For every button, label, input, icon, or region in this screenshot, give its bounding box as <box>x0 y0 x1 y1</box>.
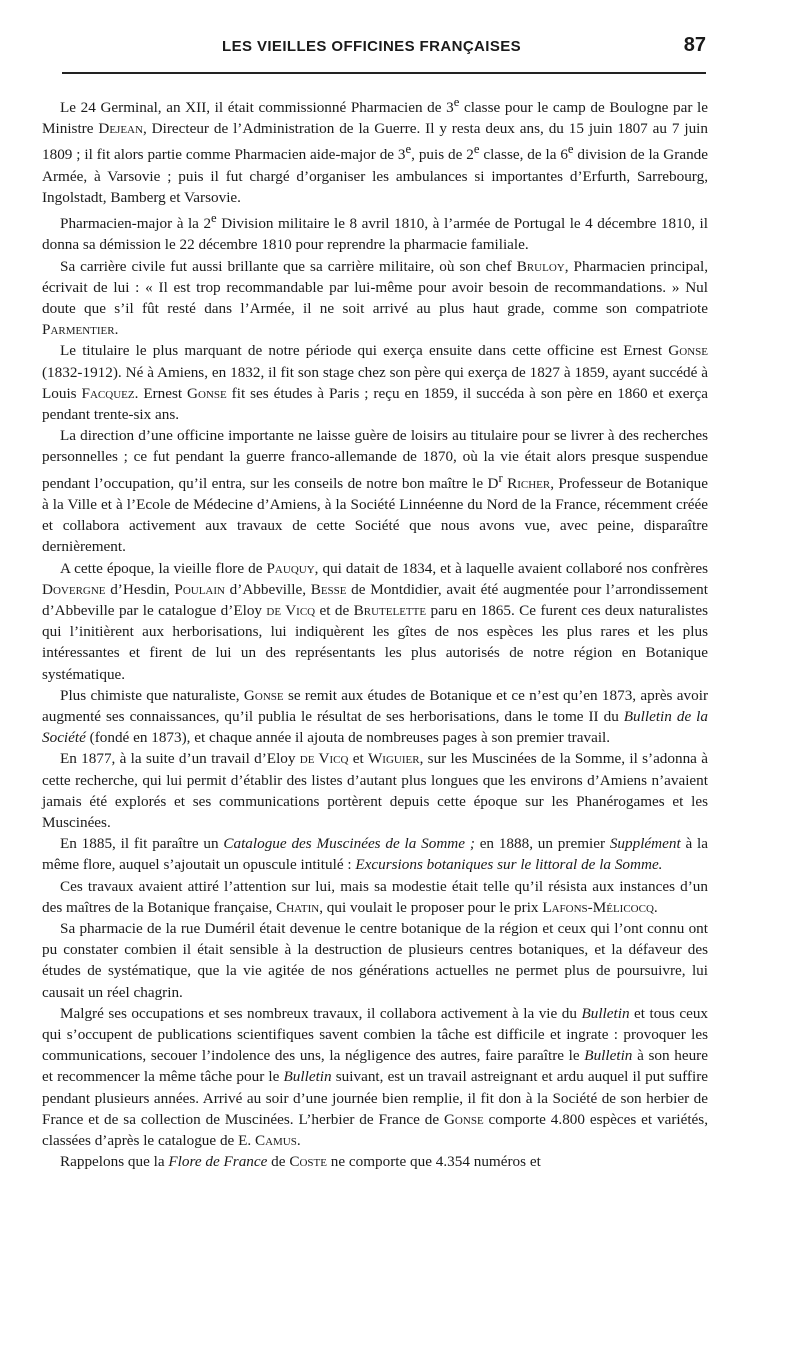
italic-text: Catalogue des Muscinées de la Somme ; <box>223 835 475 853</box>
text-run: Division militaire le 8 avril 1810, à l’armée de Portugal le 4 décembre 1810, il donna sa démission le 22 décembre 1810 pour reprendre la pharmacie familiale. <box>42 215 708 254</box>
text-run: , qui datait de 1834, et à laquelle avaient collaboré nos confrères <box>314 559 708 577</box>
name-smallcaps: Parmentier <box>42 321 115 339</box>
superscript: e <box>453 95 460 109</box>
name-smallcaps: Lafons-Mélicocq <box>542 898 654 916</box>
text-run: , Pharmacien principal, écrivait de lui : « Il est trop recommandable par lui-même pour avoir besoin de recommandations. » Nul doute que s’il fût resté dans l’Armée, il ne soit arrivé au plus haut grade, comme son compatriote <box>42 257 709 318</box>
paragraph <box>42 92 708 208</box>
text-run: Le 24 Germinal, an XII, il était commissionné Pharmacien de 3 <box>60 99 454 117</box>
paragraph <box>42 748 708 833</box>
superscript: e <box>473 142 480 157</box>
text-run: . Ernest <box>134 384 188 402</box>
text-run: . <box>296 1132 301 1149</box>
paragraph <box>42 1003 708 1151</box>
paragraph <box>42 558 708 685</box>
text-run: fit ses études à Paris ; reçu en 1859, il succéda à son père en 1860 et exerça pendant trente-six ans. <box>42 384 708 424</box>
text-run: Pharmacien-major à la 2 <box>60 215 212 233</box>
page-header <box>62 34 706 64</box>
text-run: En 1877, à la suite d’un travail d’Eloy <box>60 750 300 768</box>
italic-text: Bulletin de la Société <box>42 707 708 747</box>
paragraph <box>42 340 708 425</box>
name-smallcaps: Gonse <box>187 384 227 402</box>
superscript: e <box>405 142 412 157</box>
italic-text: Flore de France <box>168 1153 268 1171</box>
paragraph <box>42 876 708 918</box>
italic-text: Bulletin <box>581 1004 630 1022</box>
text-run: Malgré ses occupations et ses nombreux travaux, il collabora activement à la vie du <box>60 1004 582 1022</box>
name-smallcaps: Bruloy <box>516 257 565 275</box>
text-run: suivant, est un travail astreignant et ardu auquel il put suffire pendant plusieurs années. Arrivé au soir d’une journée bien remplie, il fit don à la Société de son herbier de France et de sa collection de Muscinées. L’herbier de France de <box>42 1068 708 1128</box>
name-smallcaps: Gonse <box>668 342 708 360</box>
text-run: d’Hesdin, <box>105 580 175 598</box>
italic-text: Bulletin <box>584 1047 633 1065</box>
page-number: 87 <box>683 34 706 56</box>
text-run: à son heure et recommencer la même tâche pour le <box>42 1047 708 1086</box>
body-text <box>42 92 708 1172</box>
text-run: A cette époque, la vieille flore de <box>60 559 267 577</box>
italic-text: Bulletin <box>283 1068 332 1086</box>
name-smallcaps: Chatin <box>276 898 320 916</box>
name-smallcaps: Dejean <box>98 120 143 138</box>
text-run: Plus chimiste que naturaliste, <box>60 686 244 704</box>
text-run: , Directeur de l’Administration de la Guerre. Il y resta deux ans, du 15 juin 1807 au 7 juin 1809 ; il fit alors partie comme Pharmacien aide-major de 3 <box>42 120 708 164</box>
text-run: se remit aux études de Botanique et ce n’est qu’en 1873, après avoir augmenté ses connaissances, qu’il publia le résultat de ses herborisations, dans le tome II du <box>42 686 708 725</box>
text-run: Sa pharmacie de la rue Duméril était devenue le centre botanique de la région et ceux qui l’ont connu ont pu constater combien il était sensible à la destruction de plusieurs centres botaniques, et la défaveur des études de systématique, que la vie agitée de nos générations actuelles ne permet plus de poursuivre, lui causait un réel chagrin. <box>42 919 708 1001</box>
italic-text: Excursions botaniques sur le littoral de la Somme. <box>355 856 663 874</box>
name-smallcaps: Pauquy <box>266 559 315 577</box>
text-run: . <box>114 321 119 339</box>
paragraph <box>42 1151 708 1172</box>
name-smallcaps: Richer <box>507 474 551 492</box>
text-run: d’Abbeville, <box>224 580 311 598</box>
text-run: , sur les Muscinées de la Somme, il s’adonna à cette recherche, qui lui permit d’établir des listes d’autant plus longues que les environs d’Amiens n’avaient jamais été explorés et ses communications portèrent depuis cette époque sur les Phanérogames et les Muscinées. <box>42 750 708 831</box>
superscript: r <box>498 470 503 485</box>
paragraph <box>42 833 708 875</box>
text-run: de <box>267 1153 290 1171</box>
italic-text: Supplément <box>609 835 681 853</box>
text-run: Le titulaire le plus marquant de notre période qui exerça ensuite dans cette officine est Ernest <box>60 342 669 360</box>
text-run: (1832-1912). Né à Amiens, en 1832, il fit son stage chez son père qui exerça de 1827 à 1859, ayant succédé à Louis <box>42 363 708 402</box>
text-run: Rappelons que la <box>60 1153 169 1171</box>
paragraph <box>42 208 708 255</box>
text-run: et de <box>315 601 354 619</box>
paragraph <box>42 918 708 1003</box>
name-smallcaps: Gonse <box>443 1110 484 1128</box>
text-run: Ces travaux avaient attiré l’attention sur lui, mais sa modestie était telle qu’il résista aux instances d’un des maîtres de la Botanique française, <box>42 877 708 916</box>
name-smallcaps: Gonse <box>243 686 284 704</box>
name-smallcaps: Poulain <box>174 580 225 598</box>
text-run: , qui voulait le proposer pour le prix <box>319 898 543 916</box>
text-run: (fondé en 1873), et chaque année il ajouta de nombreuses pages à son premier travail. <box>85 729 611 747</box>
text-run: division de la Grande Armée, à Varsovie ; puis il fut chargé d’organiser les ambulances si importantes d’Erfurth, Sarrebourg, Ingolstadt, Bamberg et Varsovie. <box>42 146 708 206</box>
text-run: Sa carrière civile fut aussi brillante que sa carrière militaire, où son chef <box>60 257 517 275</box>
text-run: , puis de 2 <box>411 146 474 164</box>
name-smallcaps: de Vicq <box>299 750 349 768</box>
text-run: . <box>653 898 658 916</box>
name-smallcaps: Dovergne <box>42 580 106 598</box>
superscript: e <box>211 211 217 226</box>
text-run: classe, de la 6 <box>479 146 568 164</box>
name-smallcaps: Wiguier <box>367 750 420 768</box>
text-run: classe pour le camp de Boulogne par le Ministre <box>42 99 709 138</box>
text-run: La direction d’une officine importante ne laisse guère de loisirs au titulaire pour se livrer à des recherches personnelles ; ce fut pendant la guerre franco-allemande de 1870, où la vie était alors presque suspendue pendant l’occupation, qu’il entra, sur les conseils de notre bon maître le D <box>42 427 708 492</box>
name-smallcaps: Facquez <box>81 384 135 402</box>
text-run: en 1888, un premier <box>474 835 610 853</box>
header-rule <box>62 72 706 74</box>
paragraph <box>42 425 708 557</box>
name-smallcaps: Brutelette <box>353 601 427 619</box>
running-title: LES VIEILLES OFFICINES FRANÇAISES <box>222 38 522 55</box>
text-run: de Montdidier, avait été augmentée pour l’arrondissement d’Abbeville par le catalogue d’Eloy <box>42 580 708 619</box>
text-run: ne comporte que 4.354 numéros et <box>326 1153 541 1171</box>
text-run: En 1885, il fit paraître un <box>60 835 224 853</box>
superscript: e <box>567 142 574 157</box>
text-run: et tous ceux qui s’occupent de publications scientifiques savent combien la tâche est difficile et ingrate : provoquer les communications, secouer l’indolence des uns, la négligence des autres, faire paraître le <box>42 1004 709 1065</box>
name-smallcaps: Camus <box>254 1132 297 1149</box>
text-run: paru en 1865. Ce furent ces deux naturalistes qui l’initièrent aux herborisations, lui indiquèrent les gîtes de nos espèces les plus rares et les plus intéressantes et firent de lui un des représentants les plus autorisés de notre région en Botanique systématique. <box>42 601 708 683</box>
name-smallcaps: Coste <box>289 1153 327 1171</box>
name-smallcaps: Besse <box>310 580 347 598</box>
text-run: et <box>348 750 368 768</box>
paragraph <box>42 256 708 341</box>
text-run: à la même flore, auquel s’ajoutait un opuscule intitulé : <box>42 835 708 874</box>
text-run: , Professeur de Botanique à la Ville et à l’Ecole de Médecine d’Amiens, à la Société Linnéenne du Nord de la France, récemment créée et collabora activement aux travaux de cette Société que nous avons vue, avec peine, disparaître dernièrement. <box>42 474 708 556</box>
text-run: comporte 4.800 espèces et variétés, classées d’après le catalogue de E. <box>42 1110 709 1149</box>
paragraph <box>42 685 708 749</box>
name-smallcaps: de Vicq <box>266 601 316 619</box>
